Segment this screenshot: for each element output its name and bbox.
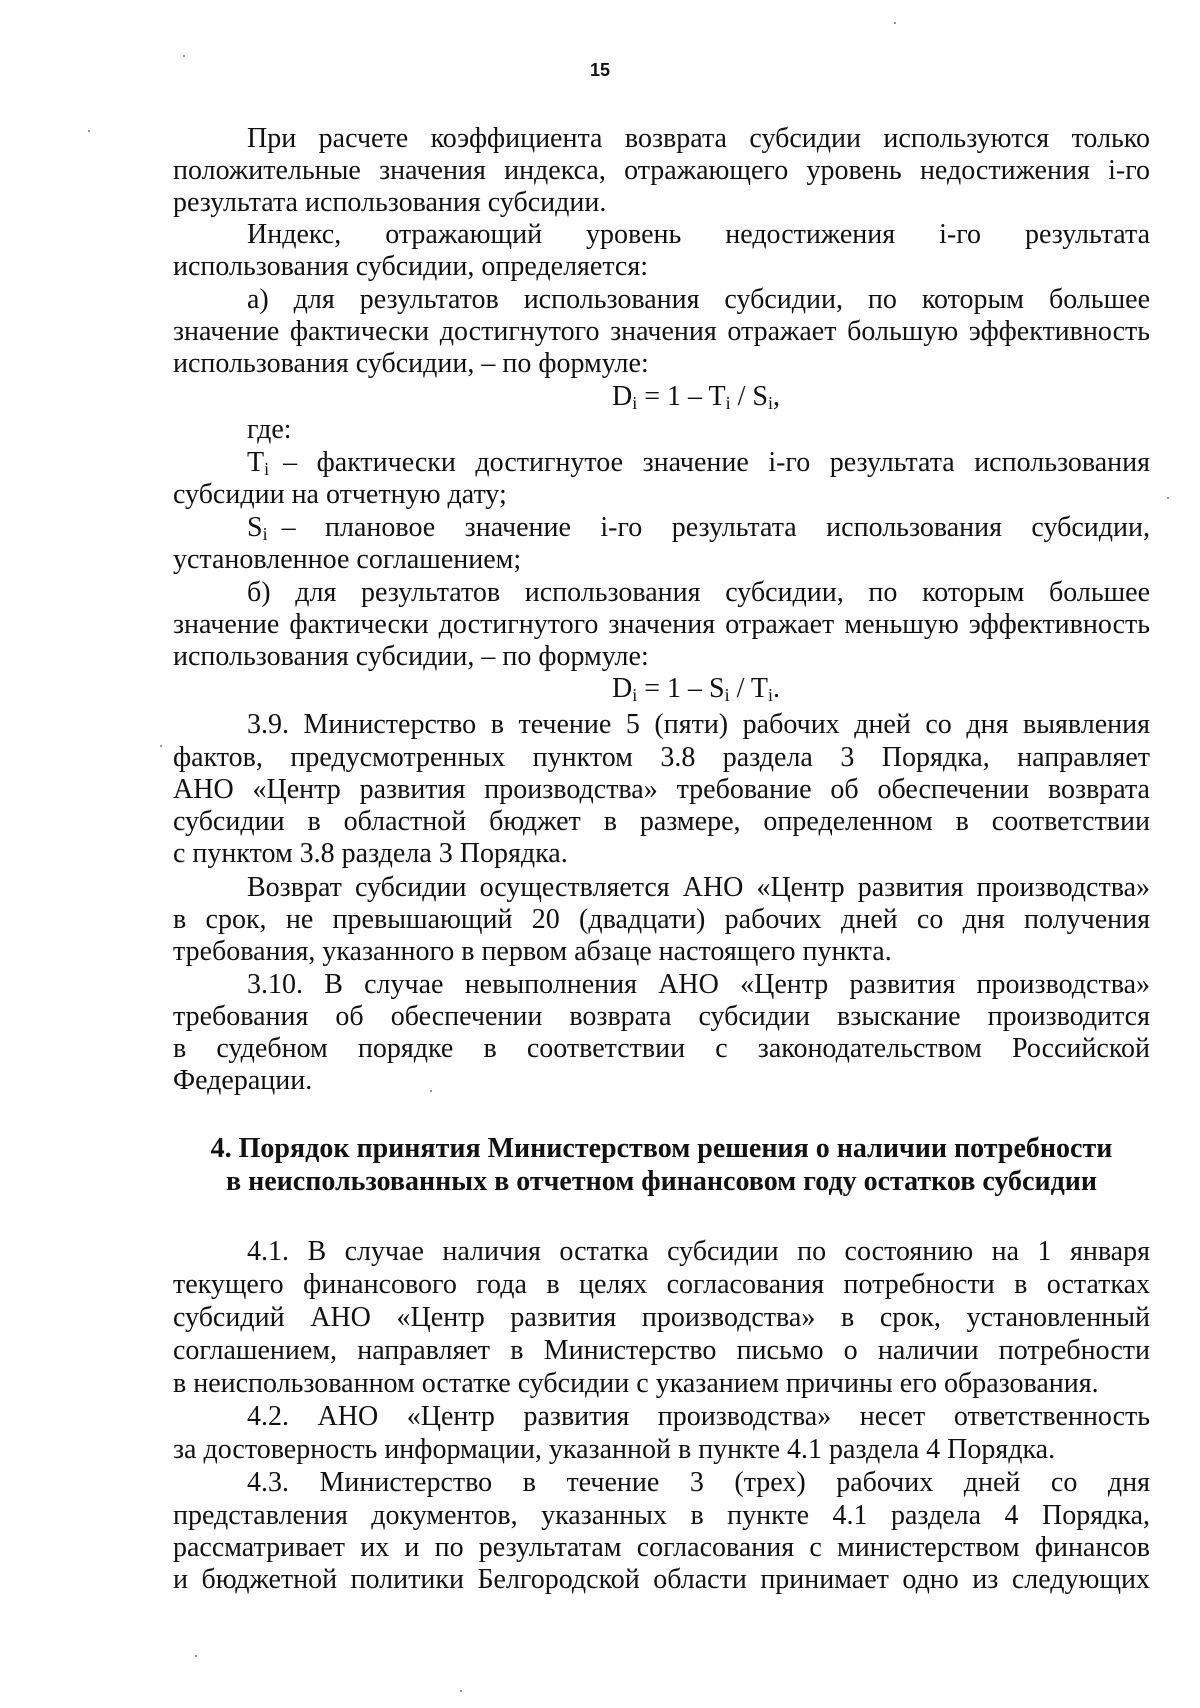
- text-line: б) для результатов использования субсидии, по которым большее: [247, 577, 1150, 608]
- text-line: требования об обеспечении возврата субсидии взыскание производится: [173, 1001, 1150, 1032]
- text-line: положительные значения индекса, отражающего уровень недостижения i-го: [173, 155, 1150, 186]
- text-line: 4.3. Министерство в течение 3 (трех) рабочих дней со дня: [247, 1467, 1150, 1498]
- text-line: 3.9. Министерство в течение 5 (пяти) рабочих дней со дня выявления: [247, 709, 1150, 740]
- text-line: результата использования субсидии.: [173, 187, 607, 218]
- text-line: в судебном порядке в соответствии с законодательством Российской: [173, 1033, 1150, 1064]
- text-line: субсидий АНО «Центр развития производства» в срок, установленный: [173, 1302, 1150, 1333]
- text-line: использования субсидии, – по формуле:: [173, 641, 649, 672]
- text-line-t: $T_i$ – фактически достигнутое значение i-го результата использования: [247, 447, 1150, 479]
- text-line: 4.1. В случае наличия остатка субсидии по состоянию на 1 января: [247, 1236, 1150, 1267]
- text-line: в неиспользованном остатке субсидии с указанием причины его образования.: [173, 1368, 1099, 1399]
- text-line: При расчете коэффициента возврата субсидии используются только: [247, 123, 1150, 154]
- text-line: в срок, не превышающий 20 (двадцати) рабочих дней со дня получения: [173, 904, 1150, 935]
- scan-speck: [430, 1090, 432, 1092]
- text-line: субсидии на отчетную дату;: [173, 479, 507, 510]
- text-line: представления документов, указанных в пункте 4.1 раздела 4 Порядка,: [173, 1500, 1150, 1531]
- text-line: субсидии в областной бюджет в размере, определенном в соответствии: [173, 806, 1150, 837]
- text-line: с пунктом 3.8 раздела 3 Порядка.: [173, 838, 568, 869]
- section-heading-line-1: 4. Порядок принятия Министерством решения о наличии потребности: [210, 1133, 1113, 1164]
- page-number: 15: [589, 60, 611, 80]
- text-line: 4.2. АНО «Центр развития производства» несет ответственность: [247, 1401, 1150, 1432]
- scan-speck: [183, 55, 185, 57]
- formula-1: $D_i = 1 - T_i / S_i$,: [612, 381, 781, 413]
- text-line: фактов, предусмотренных пунктом 3.8 раздела 3 Порядка, направляет: [173, 742, 1150, 773]
- text-line: АНО «Центр развития производства» требование об обеспечении возврата: [173, 774, 1150, 805]
- scan-speck: [88, 130, 90, 132]
- scan-speck: [460, 1690, 462, 1692]
- text-line: соглашением, направляет в Министерство письмо о наличии потребности: [173, 1335, 1150, 1366]
- text-line: требования, указанного в первом абзаце настоящего пункта.: [173, 936, 892, 967]
- scan-speck: [1167, 497, 1169, 499]
- text-line: рассматривает их и по результатам согласования с министерством финансов: [173, 1532, 1150, 1563]
- text-line: текущего финансового года в целях согласования потребности в остатках: [173, 1269, 1150, 1300]
- text-line: Индекс, отражающий уровень недостижения i-го результата: [247, 219, 1150, 250]
- text-line: установленное соглашением;: [173, 544, 522, 575]
- text-line: использования субсидии, определяется:: [173, 251, 649, 282]
- scan-speck: [195, 1655, 197, 1657]
- text-line: Федерации.: [173, 1065, 313, 1096]
- text-line: использования субсидии, – по формуле:: [173, 348, 649, 379]
- text-line-s: $S_i$ – плановое значение i-го результата использования субсидии,: [247, 512, 1150, 544]
- section-heading-line-2: в неиспользованных в отчетном финансовом году остатков субсидии: [225, 1166, 1098, 1197]
- text-line: значение фактически достигнутого значения отражает большую эффективность: [173, 316, 1150, 347]
- text-line: где:: [247, 414, 292, 445]
- text-line: Возврат субсидии осуществляется АНО «Центр развития производства»: [247, 872, 1150, 903]
- text-line: и бюджетной политики Белгородской области принимает одно из следующих: [173, 1564, 1150, 1595]
- text-line: за достоверность информации, указанной в пункте 4.1 раздела 4 Порядка.: [173, 1434, 1056, 1465]
- text-line: а) для результатов использования субсидии, по которым большее: [247, 284, 1150, 315]
- scan-speck: [160, 745, 162, 747]
- text-line: 3.10. В случае невыполнения АНО «Центр развития производства»: [247, 969, 1150, 1000]
- formula-2: $D_i = 1 - S_i / T_i$.: [612, 673, 781, 705]
- text-line: значение фактически достигнутого значения отражает меньшую эффективность: [173, 609, 1150, 640]
- scan-speck: [894, 22, 896, 24]
